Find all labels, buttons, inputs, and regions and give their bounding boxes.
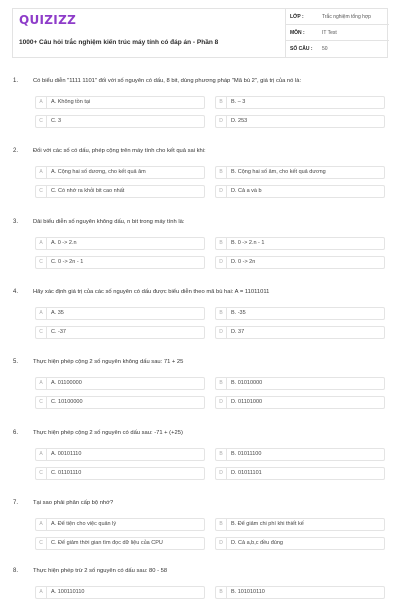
answer-option-d[interactable]: [215, 467, 385, 480]
answer-option-a[interactable]: [35, 166, 205, 179]
option-letter-box: D: [216, 397, 227, 408]
question-text: Thực hiện phép cộng 2 số nguyên không dấu sau: 71 + 25: [33, 359, 184, 365]
option-letter-box: C: [36, 186, 47, 197]
answer-option-b[interactable]: [215, 448, 385, 461]
option-text: D. 0 -> 2n: [231, 259, 256, 265]
question-number: 8.: [13, 568, 19, 574]
answer-option-d[interactable]: [215, 115, 385, 128]
question-number: 1.: [13, 78, 19, 84]
answer-option-d[interactable]: [215, 537, 385, 550]
quizizz-logo[interactable]: QUIZIZZ: [19, 13, 77, 27]
answer-option-a[interactable]: [35, 448, 205, 461]
answer-option-a[interactable]: [35, 237, 205, 250]
option-text: B. Để giảm chi phí khi thiết kế: [231, 521, 304, 527]
meta-value: Trắc nghiệm tổng hợp: [322, 14, 371, 20]
answer-option-c[interactable]: [35, 326, 205, 339]
option-letter-box: D: [216, 468, 227, 479]
question-number: 2.: [13, 148, 19, 154]
question-number: 5.: [13, 359, 19, 365]
option-text: A. 100110110: [51, 589, 85, 595]
answer-option-d[interactable]: [215, 326, 385, 339]
option-text: A. Không tồn tại: [51, 99, 91, 105]
option-text: D. 01011101: [231, 470, 262, 476]
question-number: 3.: [13, 219, 19, 225]
header-title-area: [13, 9, 285, 57]
meta-row-subject: [286, 25, 389, 41]
option-text: B. 01010000: [231, 380, 263, 386]
option-letter-box: A: [36, 167, 47, 178]
option-text: B. 0 -> 2.n - 1: [231, 240, 265, 246]
question-number: 4.: [13, 289, 19, 295]
answer-option-a[interactable]: [35, 377, 205, 390]
option-letter-box: C: [36, 397, 47, 408]
option-letter-box: B: [216, 97, 227, 108]
worksheet-header: [12, 8, 388, 58]
answer-option-c[interactable]: [35, 467, 205, 480]
question-text: Thực hiện phép cộng 2 số nguyên có dấu sau: -71 + (+25): [33, 430, 183, 436]
option-text: A. Để tiện cho việc quản lý: [51, 521, 117, 527]
answer-option-d[interactable]: [215, 396, 385, 409]
option-letter-box: C: [36, 116, 47, 127]
option-letter-box: A: [36, 308, 47, 319]
option-text: A. 0 -> 2.n: [51, 240, 77, 246]
option-letter-box: A: [36, 587, 47, 598]
option-letter-box: A: [36, 519, 47, 530]
page-title: 1000+ Câu hỏi trắc nghiệm kiến trúc máy tính có đáp án - Phần 8: [19, 39, 219, 46]
answer-option-b[interactable]: [215, 237, 385, 250]
option-letter-box: B: [216, 308, 227, 319]
option-letter-box: D: [216, 116, 227, 127]
option-text: B. 01011100: [231, 451, 262, 457]
option-text: C. 01101110: [51, 470, 82, 476]
answer-option-a[interactable]: [35, 518, 205, 531]
option-letter-box: D: [216, 327, 227, 338]
option-text: D. Cả a,b,c đều đúng: [231, 540, 283, 546]
option-text: A. 35: [51, 310, 64, 316]
option-letter-box: B: [216, 449, 227, 460]
question-text: Thực hiện phép trừ 2 số nguyên có dấu sau: 80 - 58: [33, 568, 168, 574]
answer-option-c[interactable]: [35, 256, 205, 269]
option-text: A. 01100000: [51, 380, 82, 386]
option-text: B. -35: [231, 310, 246, 316]
option-letter-box: D: [216, 257, 227, 268]
option-letter-box: B: [216, 378, 227, 389]
answer-option-a[interactable]: [35, 307, 205, 320]
answer-option-b[interactable]: [215, 166, 385, 179]
option-text: A. Cộng hai số dương, cho kết quả âm: [51, 169, 146, 175]
answer-option-b[interactable]: [215, 377, 385, 390]
option-letter-box: D: [216, 186, 227, 197]
question-number: 6.: [13, 430, 19, 436]
option-text: D. Cả a và b: [231, 188, 262, 194]
meta-row-count: [286, 41, 389, 57]
option-text: C. Có nhớ ra khỏi bit cao nhất: [51, 188, 125, 194]
option-letter-box: B: [216, 519, 227, 530]
option-text: C. -37: [51, 329, 66, 335]
option-letter-box: C: [36, 327, 47, 338]
answer-option-b[interactable]: [215, 96, 385, 109]
option-letter-box: A: [36, 449, 47, 460]
question-text: Đối với các số có dấu, phép cộng trên máy tính cho kết quả sai khi:: [33, 148, 206, 154]
option-text: D. 253: [231, 118, 248, 124]
meta-row-class: [286, 9, 389, 25]
option-letter-box: A: [36, 97, 47, 108]
option-letter-box: D: [216, 538, 227, 549]
option-text: D. 37: [231, 329, 245, 335]
meta-label: MÔN :: [290, 30, 305, 36]
answer-option-d[interactable]: [215, 256, 385, 269]
option-text: B. Cộng hai số âm, cho kết quả dương: [231, 169, 326, 175]
question-text: Dải biểu diễn số nguyên không dấu, n bit trong máy tính là:: [33, 219, 185, 225]
option-text: C. 0 -> 2n - 1: [51, 259, 84, 265]
answer-option-a[interactable]: [35, 586, 205, 599]
option-letter-box: C: [36, 257, 47, 268]
answer-option-d[interactable]: [215, 185, 385, 198]
answer-option-c[interactable]: [35, 396, 205, 409]
answer-option-c[interactable]: [35, 185, 205, 198]
meta-label: LỚP :: [290, 14, 304, 20]
option-text: A. 00101110: [51, 451, 82, 457]
question-text: Có biểu diễn "1111 1101" đối với số nguyên có dấu, 8 bit, dùng phương pháp "Mã bù 2", giá trị của nó là:: [33, 78, 302, 84]
answer-option-b[interactable]: [215, 518, 385, 531]
question-text: Tại sao phải phân cấp bộ nhớ?: [33, 500, 114, 506]
option-text: D. 01101000: [231, 399, 263, 405]
answer-option-c[interactable]: [35, 115, 205, 128]
option-letter-box: A: [36, 378, 47, 389]
meta-label: SỐ CÂU :: [290, 46, 313, 52]
option-text: C. Để giảm thời gian tìm đọc dữ liệu của CPU: [51, 540, 163, 546]
option-text: C. 3: [51, 118, 62, 124]
answer-option-b[interactable]: [215, 307, 385, 320]
option-letter-box: B: [216, 167, 227, 178]
option-letter-box: C: [36, 538, 47, 549]
option-text: C. 10100000: [51, 399, 83, 405]
question-number: 7.: [13, 500, 19, 506]
header-meta-table: [285, 9, 388, 57]
option-letter-box: A: [36, 238, 47, 249]
answer-option-c[interactable]: [35, 537, 205, 550]
question-text: Hãy xác định giá trị của các số nguyên có dấu được biểu diễn theo mã bù hai: A = 11011011: [33, 289, 270, 295]
answer-option-b[interactable]: [215, 586, 385, 599]
meta-value: 50: [322, 46, 328, 52]
option-text: B. 101010110: [231, 589, 265, 595]
option-text: B. – 3: [231, 99, 246, 105]
meta-value: IT Test: [322, 30, 337, 36]
option-letter-box: B: [216, 587, 227, 598]
option-letter-box: B: [216, 238, 227, 249]
option-letter-box: C: [36, 468, 47, 479]
answer-option-a[interactable]: [35, 96, 205, 109]
